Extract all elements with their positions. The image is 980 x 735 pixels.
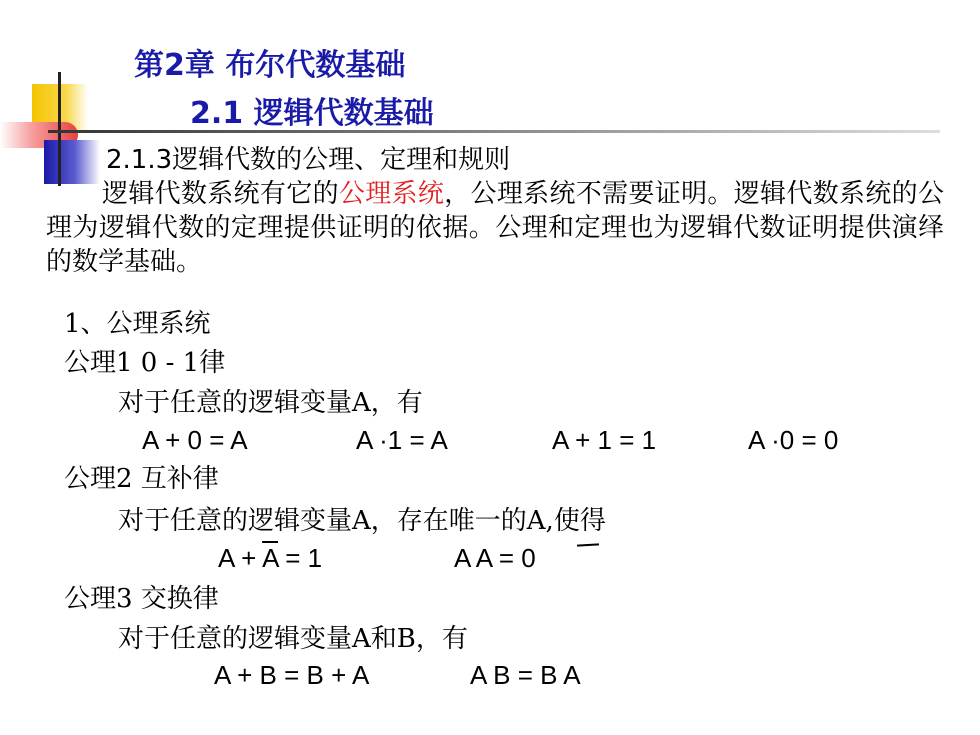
axiom2-desc-bar [577, 543, 599, 546]
intro-paragraph [46, 177, 944, 279]
chapter-title: 第2章 布尔代数基础 [134, 48, 406, 83]
axiom1-formula-1: A + 0 = A [142, 425, 248, 455]
axiom3-desc: 对于任意的逻辑变量A和B，有 [118, 624, 468, 654]
axiom1-desc: 对于任意的逻辑变量A，有 [118, 388, 423, 418]
axiom2-desc: 对于任意的逻辑变量A，存在唯一的A,使得 [118, 506, 606, 536]
decor-horizontal-line [48, 130, 940, 133]
axiom3-formula-1: A + B = B + A [214, 660, 370, 690]
axiom3-formula-2: A B = B A [470, 660, 581, 690]
axiom1-formula-2: A ·1 = A [356, 425, 448, 455]
intro-highlight: 公理系统 [338, 179, 445, 209]
intro-part1: 逻辑代数系统有它的 [102, 179, 339, 209]
axiom2-formula-1-bar-var: $\overline{A}$ [262, 543, 279, 573]
subsection-title [106, 143, 510, 177]
section-title: 2.1 逻辑代数基础 [190, 96, 434, 131]
axiom2-formula-1-suffix: = 1 [278, 543, 323, 573]
axiom1-formula-4: A ·0 = 0 [748, 425, 839, 455]
axiom2-title: 公理2 互补律 [64, 464, 219, 494]
axiom1-formula-3: A + 1 = 1 [552, 425, 657, 455]
subsection-title-text: 2.1.3逻辑代数的公理、定理和规则 [106, 145, 511, 175]
intro-part2: ，公理系统不需要证明。逻辑代数系统的公理为逻辑代数的定理提供证明的依据。公理和定理也为逻辑代数证明提供演绎的数学基础。 [46, 179, 944, 277]
axiom2-formula-2: A A = 0 [454, 543, 536, 573]
decor-vertical-line [58, 72, 61, 186]
axiom-system-heading: 1、公理系统 [64, 309, 211, 339]
axiom1-title: 公理1 0 - 1律 [64, 348, 226, 378]
axiom2-formula-1 [218, 543, 322, 574]
axiom2-formula-1-prefix: A + [218, 543, 263, 573]
axiom3-title: 公理3 交换律 [64, 584, 219, 614]
